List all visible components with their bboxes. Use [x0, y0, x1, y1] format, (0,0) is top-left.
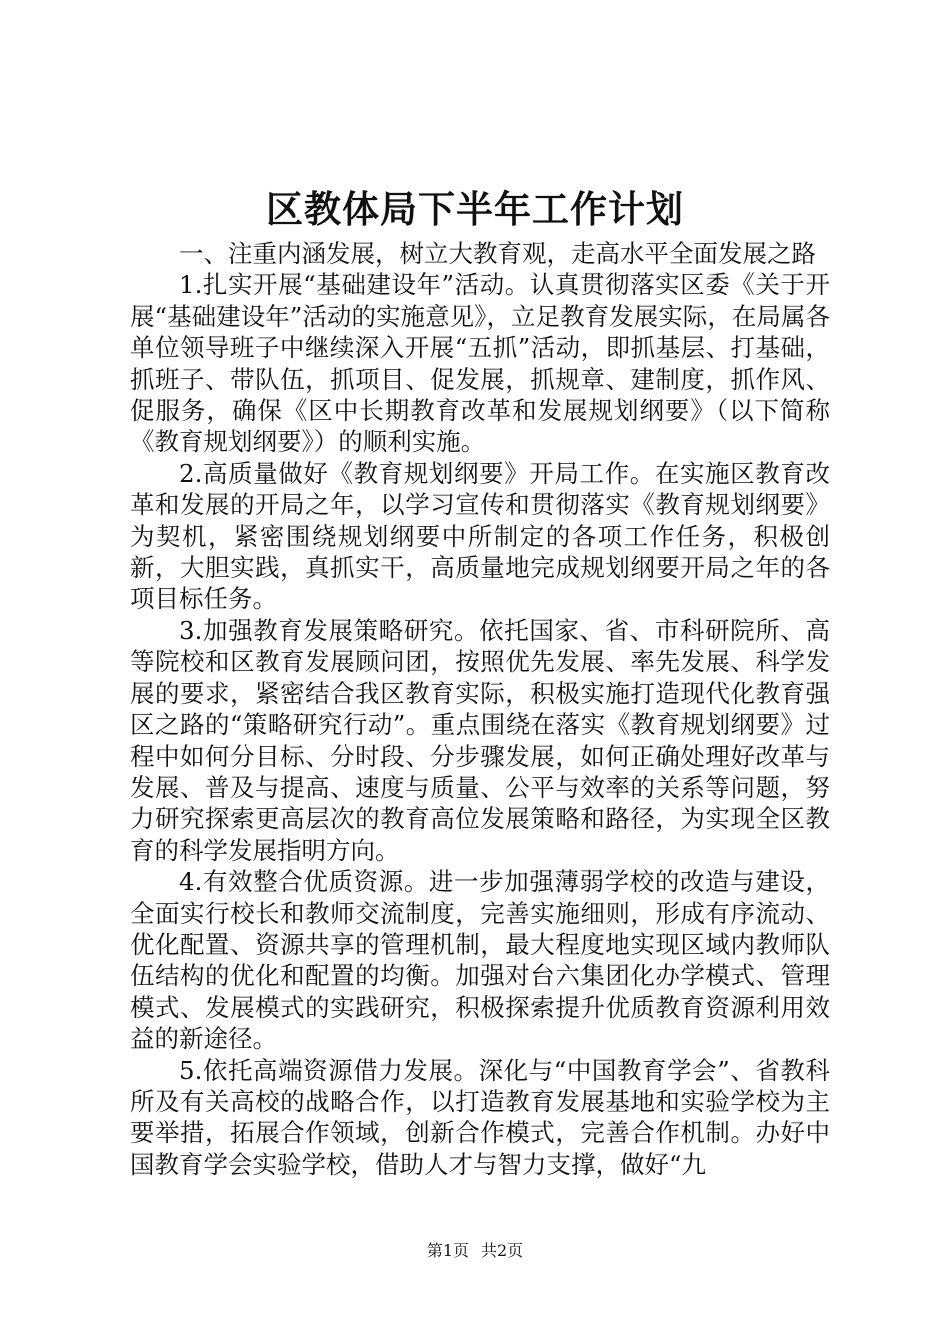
- section-heading: 一、注重内涵发展，树立大教育观，走高水平全面发展之路: [179, 239, 816, 268]
- paragraph-4: 4.有效整合优质资源。进一步加强薄弱学校的改造与建设，全面实行校长和教师交流制度，完善实施细则，形成有序流动、优化配置、资源共享的管理机制，最大程度地实现区域内教师队伍结构的优化和配置的均衡。加强对台六集团化办学模式、管理模式、发展模式的实践研究，积极探索提升优质教育资源利用效益的新途径。: [130, 867, 830, 1054]
- page-number: 第1页: [426, 1241, 469, 1260]
- paragraph-1: 1.扎实开展“基础建设年”活动。认真贯彻落实区委《关于开展“基础建设年”活动的实施意见》，立足教育发展实际，在局属各单位领导班子中继续深入开展“五抓”活动，即抓基层、打基础，抓班子、带队伍，抓项目、促发展，抓规章、建制度，抓作风、促服务，确保《区中长期教育改革和发展规划纲要》（以下简称《教育规划纲要》）的顺利实施。: [130, 270, 830, 457]
- page-footer: [0, 1240, 950, 1262]
- document-title: 区教体局下半年工作计划: [266, 187, 684, 231]
- document-body: [130, 238, 830, 1180]
- page-total: 共2页: [481, 1241, 524, 1260]
- paragraph-3: 3.加强教育发展策略研究。依托国家、省、市科研院所、高等院校和区教育发展顾问团，按照优先发展、率先发展、科学发展的要求，紧密结合我区教育实际，积极实施打造现代化教育强区之路的“策略研究行动”。重点围绕在落实《教育规划纲要》过程中如何分目标、分时段、分步骤发展，如何正确处理好改革与发展、普及与提高、速度与质量、公平与效率的关系等问题，努力研究探索更高层次的教育高位发展策略和路径，为实现全区教育的科学发展指明方向。: [130, 615, 830, 865]
- paragraph-5: 5.依托高端资源借力发展。深化与“中国教育学会”、省教科所及有关高校的战略合作，以打造教育发展基地和实验学校为主要举措，拓展合作领域，创新合作模式，完善合作机制。办好中国教育学会实验学校，借助人才与智力支撑，做好“九: [130, 1055, 830, 1179]
- paragraph-2: 2.高质量做好《教育规划纲要》开局工作。在实施区教育改革和发展的开局之年，以学习宣传和贯彻落实《教育规划纲要》为契机，紧密围绕规划纲要中所制定的各项工作任务，积极创新，大胆实践，真抓实干，高质量地完成规划纲要开局之年的各项目标任务。: [130, 458, 830, 614]
